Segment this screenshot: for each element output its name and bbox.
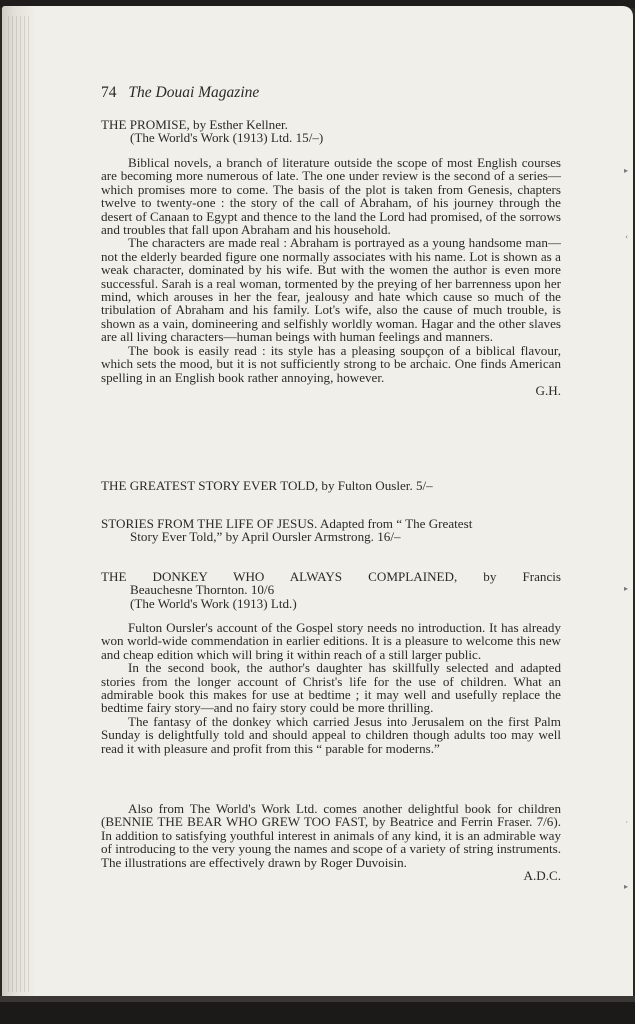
book-title-donkey: THE DONKEY WHO ALWAYS COMPLAINED, by Francis Beauchesne Thornton. 10/6 (The World's Work (1913) Ltd.) bbox=[101, 569, 561, 611]
running-header bbox=[101, 84, 259, 102]
review-the-promise bbox=[101, 118, 561, 145]
magazine-title: The Douai Magazine bbox=[128, 84, 260, 101]
book-page: ▸ ‹ ▸ · ▸ bbox=[2, 6, 633, 1002]
publisher-line: (The World's Work (1913) Ltd. 15/–) bbox=[130, 130, 324, 146]
review-paragraph: In the second book, the author's daughter has skillfully selected and adapted stories from the longer account of Christ's life for the use of children. What an admirable book this makes for use at bedtime ; it may well and usefully replace the bedtime fairy story—and no fairy story could be more thrilling. bbox=[101, 660, 561, 716]
review-body-bennie-bear bbox=[101, 802, 561, 882]
review-paragraph: The book is easily read : its style has a pleasing soupçon of a biblical flavour, which sets the mood, but it is not sufficiently strong to be archaic. One finds American spelling in an English book rather annoying, however. bbox=[101, 342, 561, 385]
reviewer-signature: G.H. bbox=[535, 382, 561, 398]
page-gutter bbox=[2, 6, 36, 1002]
book-bottom-edge bbox=[0, 996, 635, 1024]
review-paragraph: Also from The World's Work Ltd. comes another delightful book for children (BENNIE THE BEAR WHO GREW TOO FAST, by Beatrice and Ferrin Fraser. 7/6). In addition to satisfying youthful interest in animals of any kind, it is an admirable way of introducing to the very young the names and scope of a variety of string instruments. The illustrations are effectively drawn by Roger Duvoisin. bbox=[101, 801, 561, 870]
book-title-greatest-story: THE GREATEST STORY EVER TOLD, by Fulton Ousler. 5/– bbox=[101, 478, 433, 493]
review-paragraph: The characters are made real : Abraham is portrayed as a young handsome man—not the elderly bearded figure one normally associates with his name. Lot is shown as a weak character, dominated by his wife. But with the women the author is even more successful. Sarah is a real woman, tormented by the preying of her barrenness upon her mind, which arouses in her the fear, jealousy and hate which cause so much of the tribulation of Abraham and his family. Lot's wife, also the cause of much trouble, is shown as a vain, domineering and selfishly worldly woman. Hagar and the other slaves are all living characters—human beings with human feelings and manners. bbox=[101, 235, 561, 345]
review-paragraph: Fulton Oursler's account of the Gospel story needs no introduction. It has already won world-wide commendation in earlier editions. It is a pleasure to welcome this new and cheap edition which will bring it within reach of a still larger public. bbox=[101, 620, 561, 662]
review-paragraph: Biblical novels, a branch of literature outside the scope of most English courses are becoming more numerous of late. The one under review is the second of a series—which promises more to come. The basis of the plot is taken from Genesis, chapters twelve to twenty-one : the story of the call of Abraham, of his journey through the desert of Canaan to Egypt and thence to the land the Lord had promised, of the sorrows and troubles that fall upon Abraham and his household. bbox=[101, 155, 561, 238]
book-title-the-promise: THE PROMISE, by Esther Kellner. bbox=[101, 117, 288, 132]
review-body-gospel-books bbox=[101, 621, 561, 755]
page-number: 74 bbox=[101, 84, 117, 101]
review-paragraph: The fantasy of the donkey which carried Jesus into Jerusalem on the first Palm Sunday is delightfully told and should appeal to children though adults too may well read it with pleasure and profit from this “ parable for moderns.” bbox=[101, 713, 561, 756]
reviewer-signature: A.D.C. bbox=[523, 868, 561, 884]
book-title-stories-from-life: STORIES FROM THE LIFE OF JESUS. Adapted from “ The Greatest Story Ever Told,” by April Oursler Armstrong. 16/– bbox=[101, 516, 473, 545]
review-the-promise-body bbox=[101, 156, 561, 397]
